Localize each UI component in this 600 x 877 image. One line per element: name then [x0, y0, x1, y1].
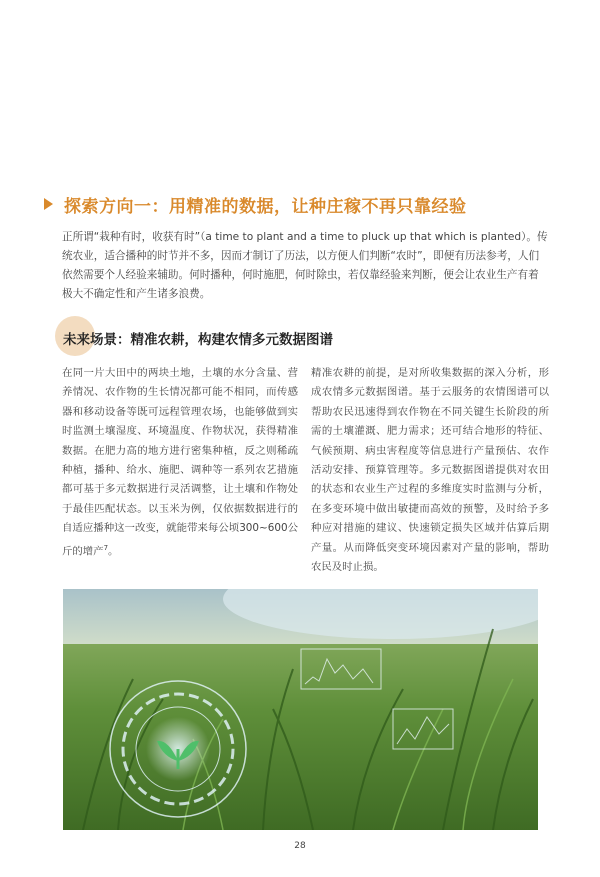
section-heading — [44, 191, 564, 217]
section-title: 探索方向一：用精准的数据，让种庄稼不再只靠经验 — [64, 196, 467, 217]
intro-paragraph: 正所谓“栽种有时，收获有时”（a time to plant and a time to pluck up that which is planted）。传统农业，适合播种的时节并不多，因而才制订了历法，以方便人们判断“农时”，即便有历法参考，人们依然需要个人经验来辅助。何时播种，何时施肥，何时除虫，若仅靠经验来判断，便会让农业生产有着极大不确定性和产生诸多浪费。 — [62, 231, 548, 300]
subsection-title: 未来场景：精准农耕，构建农情多元数据图谱 — [63, 332, 333, 348]
left-column-text: 在同一片大田中的两块土地，土壤的水分含量、营养情况、农作物的生长情况都可能不相同，而传感器和移动设备等既可远程管理农场，也能够做到实时监测土壤湿度、环境温度、作物状况，获得精准数据。在肥力高的地方进行密集种植，反之则稀疏种植，播种、给水、施肥、调种等一系列农艺措施都可基于多元数据进行灵活调整，让土壤和作物处于最佳匹配状态。以玉米为例，仅依据数据进行的自适应播种这一改变，就能带来每公顷300~600公斤的增产 — [62, 367, 298, 558]
smart-farm-wheat-field-image — [63, 589, 538, 830]
right-column-paragraph: 精准农耕的前提，是对所收集数据的深入分析，形成农情多元数据图谱。基于云服务的农情图谱可以帮助农民迅速得到农作物在不同关键生长阶段的所需的土壤灌溉、肥力需求；还可结合地形的特征、气候预期、病虫害程度等信息进行产量预估、农作活动安排、预算管理等。多元数据图谱提供对农田的状态和农业生产过程的多维度实时监测与分析，在多变环境中做出敏捷而高效的预警，及时给予多种应对措施的建议、快速锁定损失区域并估算后期产量。从而降低突变环境因素对产量的影响，帮助农民及时止损。 — [311, 367, 549, 574]
footnote-marker: 7 — [103, 543, 109, 552]
left-column-end: 。 — [108, 545, 119, 558]
left-column-paragraph — [62, 364, 298, 562]
play-arrow-icon — [44, 198, 53, 210]
page-number: 28 — [294, 841, 306, 851]
subsection-heading — [55, 316, 495, 356]
